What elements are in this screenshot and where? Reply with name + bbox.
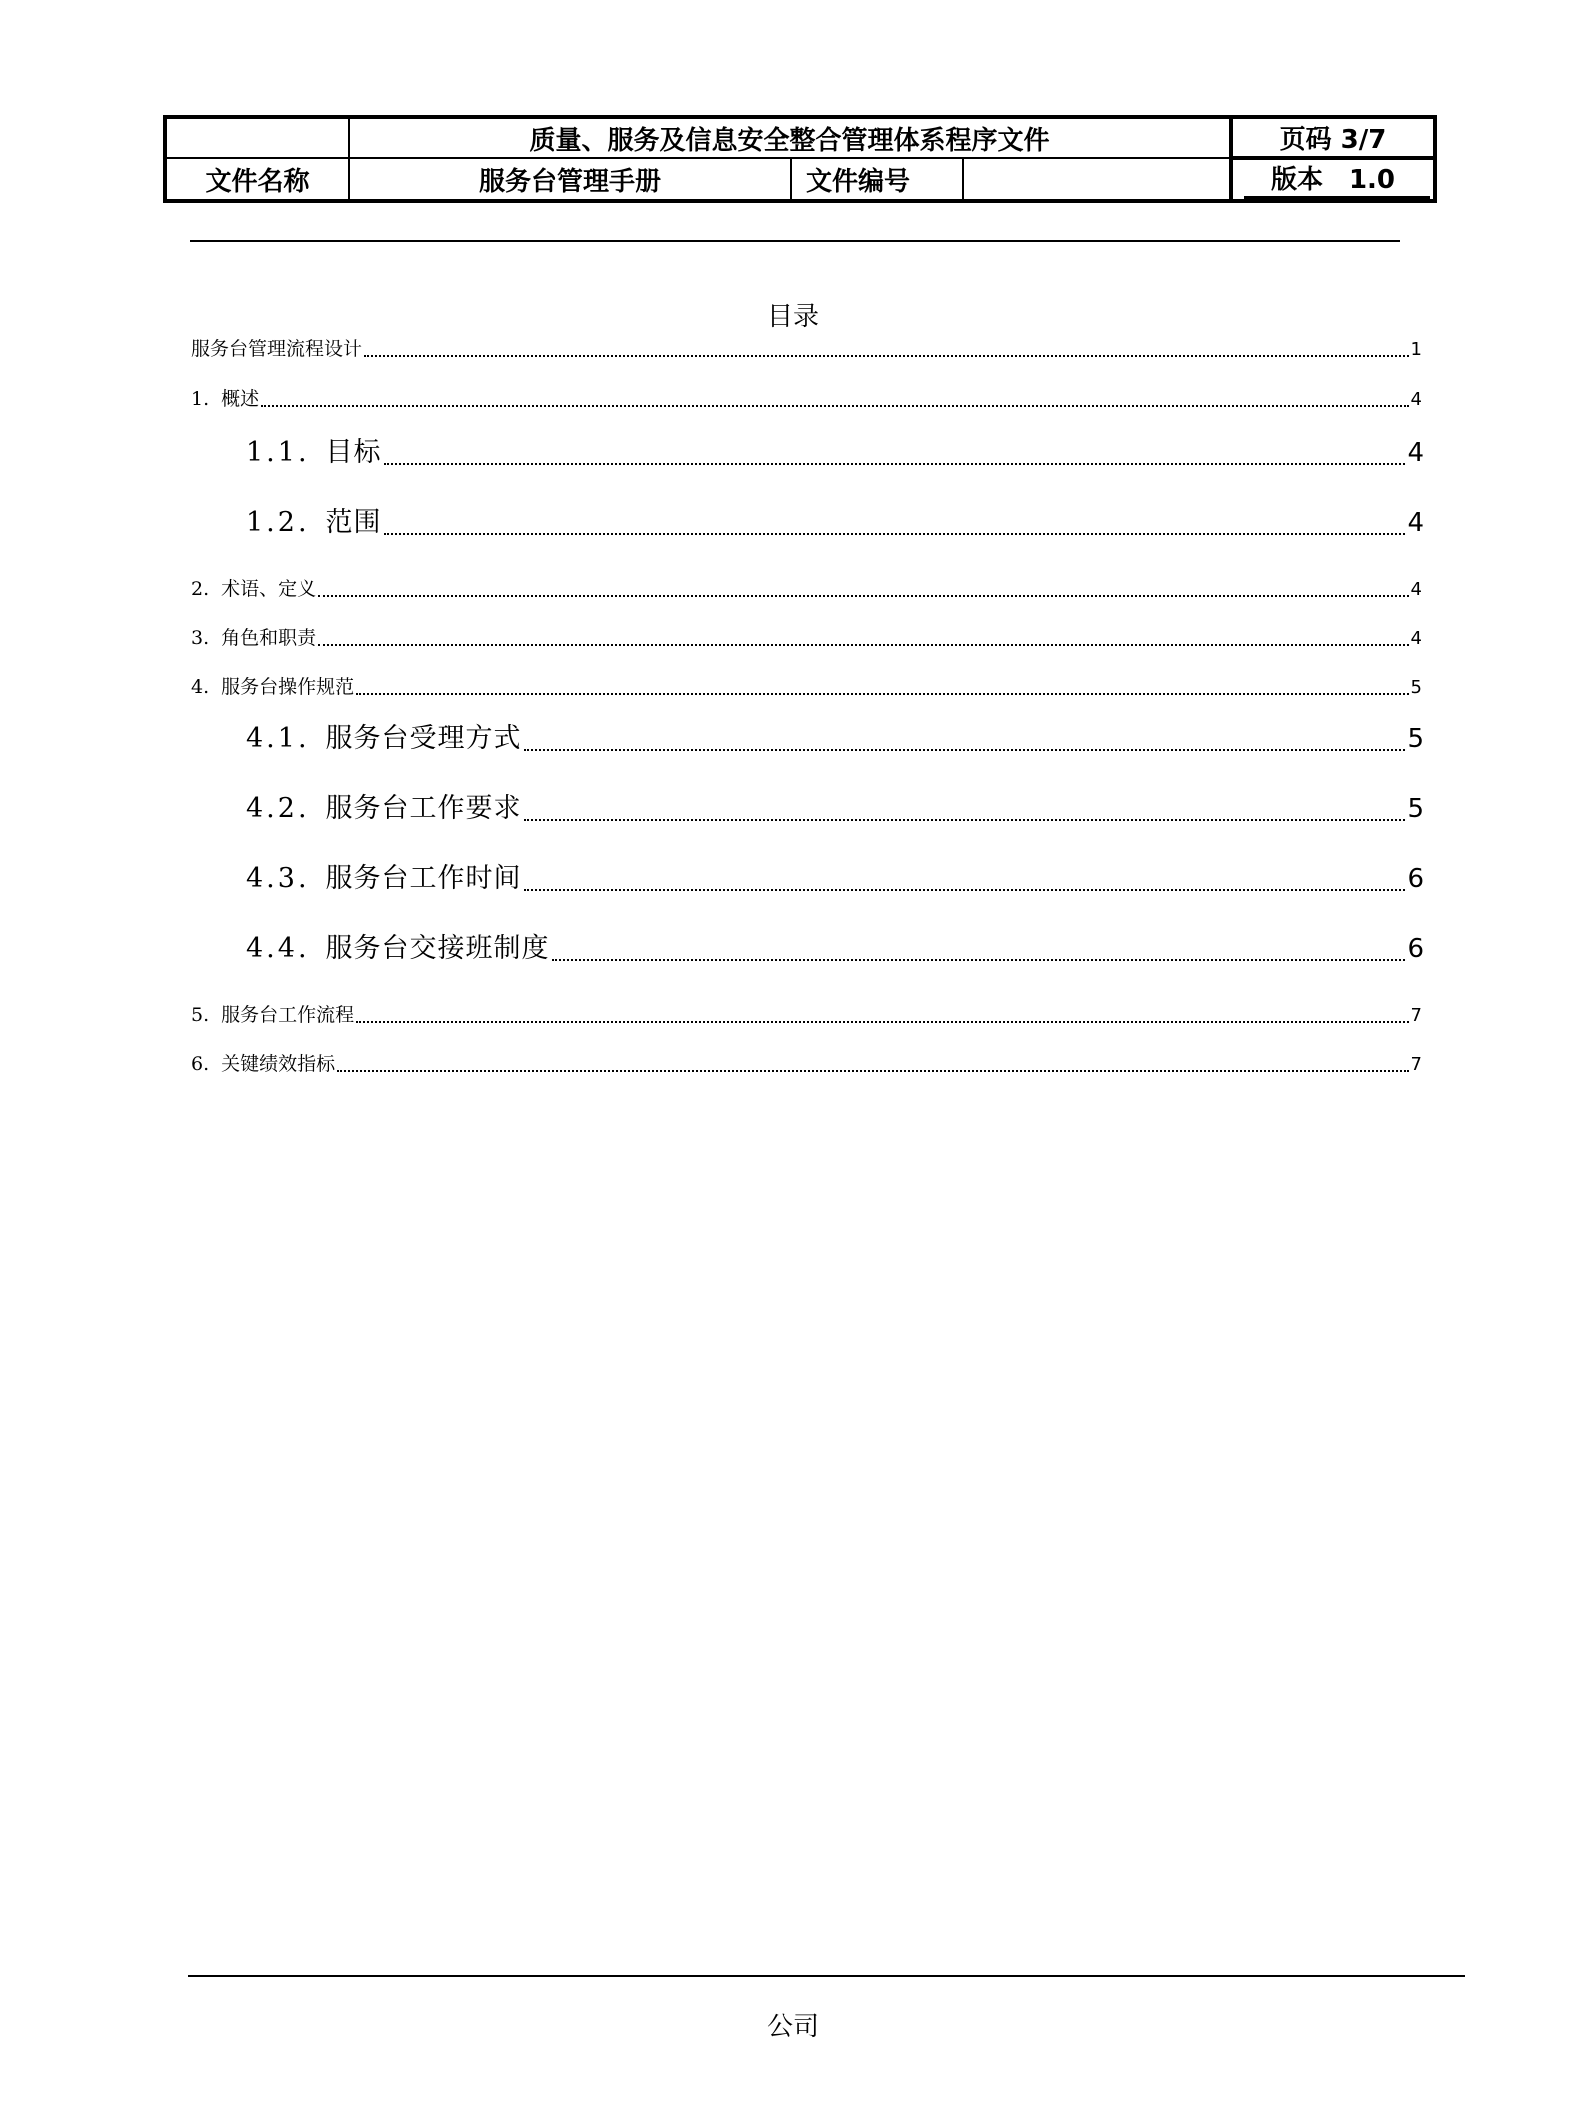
toc-entry-number: 4.4. [246, 933, 310, 964]
toc-page-number: 6 [1407, 934, 1424, 964]
toc-dot-leader [552, 959, 1406, 961]
toc-entry-text: 服务台工作流程 [221, 1004, 355, 1026]
toc-entry-number: 2. [191, 578, 210, 600]
toc-entry-text: 服务台管理流程设计 [191, 338, 363, 360]
header-empty-cell [167, 119, 348, 157]
toc-page-number: 7 [1410, 1005, 1422, 1026]
toc-entry-text: 角色和职责 [221, 627, 317, 649]
toc-entry[interactable] [246, 856, 1424, 896]
toc-dot-leader [524, 889, 1406, 891]
toc-title: 目录 [766, 302, 819, 332]
toc-entry-text: 概述 [221, 388, 260, 410]
toc-entry[interactable] [191, 384, 1422, 412]
toc-page-number: 7 [1410, 1054, 1422, 1075]
toc-entry-label [191, 623, 316, 650]
toc-page-number: 4 [1407, 508, 1424, 538]
toc-entry-label [246, 500, 382, 539]
toc-page-number: 4 [1410, 628, 1422, 649]
toc-entry[interactable] [246, 716, 1424, 756]
toc-entry[interactable] [246, 786, 1424, 826]
toc-entry-text: 服务台受理方式 [325, 723, 522, 754]
toc-page-number: 4 [1410, 579, 1422, 600]
file-number-label: 文件编号 [806, 166, 911, 197]
toc-entry-text: 服务台操作规范 [221, 676, 355, 698]
toc-entry-label [191, 672, 354, 699]
footer-separator-line [188, 1975, 1465, 1977]
toc-entry-text: 服务台工作时间 [325, 863, 522, 894]
toc-entry[interactable] [246, 500, 1424, 540]
toc-entry-text: 术语、定义 [221, 578, 317, 600]
header-page-number: 页码 3/7 [1279, 125, 1387, 155]
toc-dot-leader [318, 595, 1408, 597]
toc-entry-label [191, 384, 259, 411]
toc-entry-text: 关键绩效指标 [221, 1053, 336, 1075]
toc-entry-number: 1.1. [246, 437, 310, 468]
version-underline [1244, 196, 1430, 199]
toc-entry-number: 1. [191, 388, 210, 410]
toc-entry-number: 6. [191, 1053, 210, 1075]
toc-page-number: 1 [1410, 339, 1422, 360]
toc-dot-leader [524, 749, 1406, 751]
toc-entry-text: 服务台工作要求 [325, 793, 522, 824]
footer-company: 公司 [766, 2012, 819, 2042]
toc-entry-label [246, 926, 550, 965]
toc-entry-label [191, 1000, 354, 1027]
toc-entry-label [191, 574, 316, 601]
toc-page-number: 5 [1407, 724, 1424, 754]
toc-entry-label [191, 1049, 335, 1076]
toc-entry[interactable] [246, 926, 1424, 966]
toc-dot-leader [384, 533, 1406, 535]
toc-page-number: 5 [1410, 677, 1422, 698]
toc-dot-leader [364, 355, 1409, 357]
toc-dot-leader [337, 1070, 1408, 1072]
toc-entry[interactable] [191, 623, 1422, 651]
toc-dot-leader [356, 693, 1408, 695]
toc-page-number: 4 [1407, 438, 1424, 468]
toc-entry-number: 5. [191, 1004, 210, 1026]
toc-entry[interactable] [191, 672, 1422, 700]
toc-entry-number: 4. [191, 676, 210, 698]
toc-entry-text: 范围 [325, 507, 382, 538]
toc-entry[interactable] [191, 334, 1422, 362]
toc-entry-text: 服务台交接班制度 [325, 933, 550, 964]
toc-entry[interactable] [191, 1000, 1422, 1028]
file-name-value: 服务台管理手册 [478, 166, 661, 197]
toc-entry-number: 1.2. [246, 507, 310, 538]
toc-entry-text: 目标 [325, 437, 382, 468]
toc-entry-number: 4.2. [246, 793, 310, 824]
toc-entry-label [246, 856, 522, 895]
toc-entry-label [246, 786, 522, 825]
toc-entry[interactable] [246, 430, 1424, 470]
toc-entry-label [191, 334, 362, 361]
toc-dot-leader [261, 405, 1408, 407]
file-number-value [964, 159, 1229, 199]
toc-dot-leader [524, 819, 1406, 821]
toc-dot-leader [356, 1021, 1408, 1023]
toc-dot-leader [318, 644, 1408, 646]
toc-page-number: 4 [1410, 389, 1422, 410]
file-name-label: 文件名称 [205, 166, 310, 197]
toc-entry-number: 4.3. [246, 863, 310, 894]
toc-entry-label [246, 430, 382, 469]
toc-dot-leader [384, 463, 1406, 465]
toc-entry-number: 3. [191, 627, 210, 649]
toc-entry-label [246, 716, 522, 755]
header-system-title: 质量、服务及信息安全整合管理体系程序文件 [529, 125, 1050, 156]
document-header-table [163, 115, 1437, 203]
toc-entry[interactable] [191, 574, 1422, 602]
toc-page-number: 5 [1407, 794, 1424, 824]
version-label: 版本 1.0 [1270, 165, 1396, 195]
toc-page-number: 6 [1407, 864, 1424, 894]
header-separator-line [190, 240, 1400, 242]
toc-entry-number: 4.1. [246, 723, 310, 754]
toc-entry[interactable] [191, 1049, 1422, 1077]
